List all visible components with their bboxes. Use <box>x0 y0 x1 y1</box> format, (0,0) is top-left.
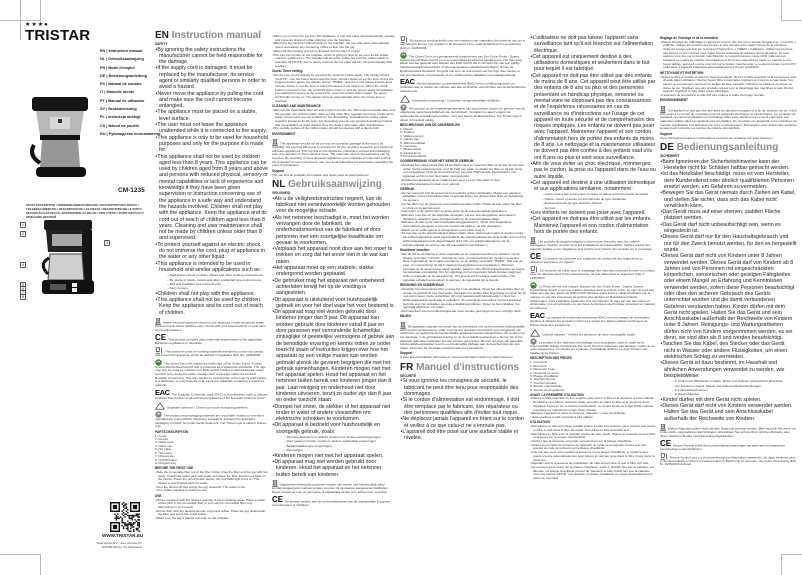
symbol-notice <box>530 338 656 356</box>
callout-number: 8 <box>22 295 24 299</box>
usage-sub-item: – In Bauernhäusern. <box>660 392 797 396</box>
subheading: Support <box>660 131 673 136</box>
support-text: U kunt alle beschikbare informatie en reserveonderdelen vinden op www.tristar.eu! <box>400 355 513 360</box>
language-item: RU | Руководство пользователя <box>100 131 161 136</box>
address-line: 5015 BM Tilburg | The Netherlands <box>101 545 142 549</box>
parts-list <box>155 435 268 466</box>
symbol-text: Le produit et les matériaux d'emballage sont recyclables, dans le cadre de la responsabilité élargie du fabricant. Par souci d'un bon traitement des déchets, mettez-le au rebut séparément, en suivant les symboles d'emballage illustrés. Le logo Triman n'est valable qu'en France. <box>530 339 655 356</box>
parts-list-item: 2. Funnel <box>155 437 168 442</box>
company-address <box>90 542 142 550</box>
instruction-bullet: • L'extérieur de la machine à café doit être nettoyé à l'aide d'un linge humide. <box>660 94 797 98</box>
usage-sub-item: – Bed and breakfast type environments. <box>155 282 268 286</box>
symbol-notice <box>272 496 395 508</box>
symbol-notice <box>400 36 526 50</box>
symbol-text: Het product en de verpakkingsmaterialen zijn recyclebaar, binnen de grenzen van de uitgebreide verantwoordelijkheid van de fabrikant. Verwijder het apart volgens de geïllustreerde verpakkingssymbolen, voor een betere afvalverwerking. Het Triman-logo is alleen in Frankrijk geldig. <box>400 106 526 122</box>
safety-bullet: • Beim Ignorieren der Sicherheitshinweise kann der Hersteller nicht für Schäden haftbar gemacht werden. <box>660 159 797 172</box>
crop-mark-bottom-left <box>0 554 41 575</box>
symbol-text: Le Point vert est une marque déposée de Der Grüne Punkt - Duales System Deutschland GmbH et est une marque déposée dans le monde entier. Le logo ne peut être utilisé que par des clients de DSD GmbH titulaires d'une licence valide d'utilisation de la marque ou par des entreprises de gestion des déchets en République fédérale d'Allemagne. Cela s'applique également à la reproduction du logo par des tiers dans un dictionnaire, une encyclopédie ou une base de données électronique contenant un matériel de référence. <box>530 283 655 311</box>
callout-number: 7 <box>22 291 24 295</box>
parts-list-item: 1. Couvercle <box>530 360 548 365</box>
subheading: VOORBEREIDING VOOR HET EERSTE GEBRUIK <box>400 159 474 164</box>
safety-bullet: • Als u de veiligheidsinstructies negeert, kan de fabrikant niet verantwoordelijk worden gehouden voor de mogelijke schade. <box>272 196 395 215</box>
symbol-notice <box>272 479 395 494</box>
symbol-text: Cet appareil ne doit pas être jeté avec les déchets ménagers à la fin de sa durée de vie, il doit être remis à un centre de recyclage pour les appareils électriques et électroniques. Ce symbole sur l'appareil, le manuel d'utilisation et l'emballage attire votre attention sur ce point important. Les matériaux utilisés dans cet appareil sont recyclables. En recyclant vos appareils, vous contribuez de manière significative à la protection de notre environnement. Renseignez-vous auprès des autorités locales pour connaître les centres de collecte des déchets. <box>660 107 797 131</box>
symbol-notice <box>530 253 656 265</box>
symbol-text: Waste electrical products should not be disposed of with household waste. Please recycle where facilities exist. Check with your local Authority or local store for recycling advice. <box>155 320 266 332</box>
symbol-text: The product and packaging materials are recyclable, subject to extended manufacturer responsibility. Dispose it separately, following the illustrated packaging symbols, for better waste treatment. The Triman logo is valid in France only. <box>155 413 267 429</box>
language-item: CS | Návod na použití <box>100 123 139 128</box>
parts-list-item: 3. Water tank <box>155 440 174 445</box>
safety-bullet: • Afin de vous éviter un choc électrique, n'immergez pas le cordon, la prise ou l'appareil dans de l'eau ou autre liquide. <box>530 161 656 180</box>
parts-list-item: 7. Minutes key <box>155 454 175 459</box>
safety-bullet: • Het apparaat moet op een stabiele, vlakke ondergrond worden geplaatst. <box>272 265 395 278</box>
support-text: Vous retrouverez toutes les informations et pièces de rechange sur www.tristar.eu ! <box>660 135 774 140</box>
instruction-bullet: • Une fois que vous avez replacé la verseuse sur la plaque chauffante, le système anti-goutte s'ouvre automatiquement pour laisser le café qui reste dans le filtre couler dans la verseuse. <box>530 451 656 462</box>
instruction-bullet: • When the jug has been placed back on the hotplate, the non drip valve automatically opens and allows any remaining coffee to flow into the jug. <box>272 42 395 49</box>
parts-list-item: 4. Glazen kan <box>400 137 420 142</box>
instruction-bullet: • The outside surface of the coffee maker should be cleaned with a damp cloth. <box>272 127 395 131</box>
section-title-text: Instruction manual <box>171 30 262 41</box>
safety-bullet: • Dit apparaat is bedoeld voor huishoudelijk en soortgelijk gebruik, zoals: <box>272 422 395 435</box>
instruction-bullet: • When you remove the jug from this appliance, a non-drip valve will automatically operate and prevents drops of coffee dripping onto the hotplate. <box>272 35 395 42</box>
callout-number: 1 <box>22 223 24 227</box>
symbol-notice <box>400 52 526 78</box>
symbol-notice <box>400 95 526 103</box>
usage-sub-item: – Coins cuisine des commerces, bureaux et autres environnements de travail. <box>530 192 656 196</box>
parts-list-item: 8. Aan/uit-knop <box>400 150 421 155</box>
usage-sub-item: – Fermes. <box>530 206 656 210</box>
symbol-notice <box>660 440 797 452</box>
column-fr-de <box>660 35 797 468</box>
section-title-text: Gebruiksaanwijzing <box>287 179 382 191</box>
subheading: VEILIGHEID <box>272 190 291 195</box>
eac-icon: EAC <box>155 387 170 397</box>
parts-list-item: 5. Plaque chauffante <box>530 373 559 378</box>
safety-bullet: • Kinder dürfen mit dem Gerät nicht spielen. <box>660 397 797 403</box>
instruction-bullet: • Controleer of de glazen kan op juiste wijze op de warmhoudplaat geplaatst is. <box>400 210 526 214</box>
safety-bullet: • Les enfants ne doivent pas jouer avec l'appareil. <box>530 210 656 216</box>
address-line: Tristar Europe B.V. | Jules Verneweg 87 <box>96 542 142 545</box>
subheading: UTILISATION <box>530 420 550 425</box>
language-item: PL | Instrukcja obsługi <box>100 115 141 120</box>
instruction-bullet: • De kan kan op de warmhoudplaat blijven staan. Deze plaat begint warm te worden zodra het koffiezetapparaat wordt ingeschakeld. De warmhoudplaat houdt de koffie warm tot het koffiezetapparaat wordt uitgeschakeld (LET OP: om veiligheidsredenen zal de warmhoudplaat na verloop van tijd automatisch uitschakelen.) <box>400 232 526 247</box>
safety-bullet: • Cet appareil est destiné à une utilisation domestique et aux applications similaires, notamment : <box>530 180 656 193</box>
callout-number: 3 <box>106 241 108 245</box>
subheading: Réglage de l'horloge et de la minuterie <box>660 35 719 40</box>
symbol-notice <box>530 266 656 280</box>
crop-mark-top-left-2 <box>0 0 21 40</box>
safety-bullet: • Dieses Gerät ist dazu bestimmt, im Haushalt und ähnlichen Anwendungen verwendet zu werden, wie beispielsweise: <box>660 360 797 379</box>
symbol-text: The Green Dot is the registered trademark of Der Grüne Punkt - Duales System Deutschland GmbH and is protected as a trademark worldwide. The logo may only be used by customers of DSD GmbH holding a valid trademark usage contract or by assigned waste management companies within the Federal Republic of Germany. This also applies to reproduction of the logo by third parties in a dictionary, or encyclopedia or an electronic database containing a reference material. <box>155 360 267 388</box>
safety-bullet: • Tauchen Sie das Kabel, den Stecker oder das Gerät nicht in Wasser oder andere Flüssigkeiten, um einen elektrischen Schlag zu vermeiden. <box>660 341 797 360</box>
parts-list-item: 7. Minutentoets <box>400 147 422 152</box>
instruction-bullet: • Quand vous retirez la verseuse de l'appareil un système anti-goutte évitera que des gouttes de café ne tombent sur la plaque chauffante. <box>530 444 656 451</box>
instruction-bullet: • Remove the detachable filter out and empty it into the bin. Rinse the removable filter and the jug after use with hot water. Remove the other filter regularly and rinse it with warm water. These parts are not suitable for the dishwasher. Descaling the coffee maker regularly increases its life span. For descaling you can use special descaling products that are available at retail. Always rinse the device with water after descalination. <box>272 109 395 128</box>
subheading: AVANT LA PREMIÈRE UTILISATION <box>530 392 584 397</box>
subheading: Support <box>400 351 413 356</box>
instruction-bullet: • Wacht tot de koffie geheel is doorgelopen en het filter leeg is. <box>400 229 526 233</box>
symbol-notice <box>155 389 268 401</box>
subheading: PARTS DESCRIPTION <box>155 429 189 434</box>
symbol-text: Het Euraziatische conformiteitsmerk (EAC) is een certificeringsmerk om producten aan te duiden die voldoen aan alle technische voorschriften van de Euraziatische douane-unie. <box>400 81 526 94</box>
instruction-bullet: • Make sure the jug is placed correctly on the hotplate. <box>155 517 268 521</box>
section-title-text: Manuel d'instructions <box>416 361 520 373</box>
symbol-notice <box>660 453 797 467</box>
parts-list-item: 1. Cover <box>155 433 167 438</box>
instruction-bullet: • Wanneer u de kan uit het apparaat verwijdert, zal een anti-druppelstop automatisch dichtgaan, waardoor geen druppels koffie op de warmhoudplaat vallen. <box>400 214 526 221</box>
section-title <box>400 362 526 373</box>
instruction-bullet: • Remplissez le réservoir d'eau potable propre à votre convenance. Vous pouvez soit mettre un filtre à café dans le filtre amovible, soit utiliser le filtre amovible seul. <box>530 425 656 432</box>
safety-bullet: • Dieses Gerät darf nicht von Kindern unter 8 Jahren verwendet werden. Dieses Gerät darf von Kindern ab 8 Jahren und von Personen mit eingeschränkten körperlichen, sensorischen oder geistigen Fähigkeiten oder einem Mangel an Erfahrung und Kenntnissen verwendet werden, sofern diese Personen beaufsichtigt oder über den sicheren Gebrauch des Geräts unterrichtet wurden und die damit verbundenen Gefahren verstanden haben. Kinder dürfen mit dem Gerät nicht spielen. Halten Sie das Gerät und sein Anschlusskabel außerhalb der Reichweite von Kindern unter 8 Jahren. Reinigungs- und Wartungsarbeiten dürfen nicht von Kindern vorgenommen werden, es sei denn, sie sind älter als 8 und werden beaufsichtigt. <box>660 253 797 341</box>
symbol-text: Ce produit est conforme aux exigences de conformité des règlements ou directives européens en vigueur. <box>530 256 643 265</box>
parts-list-item: 4. Verseuse en verre <box>530 370 559 375</box>
logo-wordmark: TRISTAR <box>25 27 91 44</box>
symbol-notice <box>155 359 268 388</box>
parts-list-item: 3. Réservoir d'eau <box>530 367 556 372</box>
symbol-text: This symbol is used for marking materials intended to come into contact with food in the European Union as defined in regulation (EC) No. 1935/2004. <box>155 348 264 357</box>
language-item: DE | Bedienungsanleitung <box>100 73 148 78</box>
instruction-bullet: • Your coffee machine is ready for use. <box>155 489 268 493</box>
symbol-notice <box>660 423 797 438</box>
instruction-bullet: • Verwijder het uitneembare filter uit de filterhouder en spoel het filter en de kan af met heet water. Vul het waterreservoir voor de helft met water en plaats het filter en de kan terug op het apparaat. Druk op de aan/uit-knop; het rode PWR-lampje gaat branden. Het apparaat wordt nu met heet water doorgespoeld. <box>400 164 526 179</box>
symbol-notice <box>155 411 268 429</box>
safety-bullet: • Als het netsnoer beschadigd is, moet het worden vervangen door de fabrikant, de onderhoudsmonteur van de fabrikant of door personen met een soortgelijke kwalificatie om gevaar te voorkomen. <box>272 215 395 246</box>
instruction-bullet: • Verwijder het uitneembare filter en leeg het in de afvalbak. Spoel het uitneembare filter en de kan na gebruik af met heet water. Verwijder het andere filter regelmatig en spoel het af met warm water. Deze onderdelen zijn niet vaatwasmachinebestendig. U dient het koffiezetapparaat regelmatig te ontkalken, dit verlengt de levensduur van het apparaat. Gebruik voor het ontkalken speciale ontkalkingsmiddelen. Spoel na het ontkalken het apparaat altijd door met water. <box>400 288 526 310</box>
symbol-notice <box>400 321 526 351</box>
instruction-bullet: • Set the time on the display by pressing the program button again. The display shows "CLOCK". Use the hours button and the timer minutes button to set the time. Press the program button again, the display shows "TIMER". Use the hours button and the timer minutes button to set the time in which the device must switch on. When the on/off button is pressed once, the red RUN light comes on and the device starts immediately. For starting the device at the preset time, press the power button again, the green AUTO light comes on. The device turns on automatically when the preset time is reached. <box>272 74 395 104</box>
support-text: You can find all available information and spare parts at www.tristar.eu! <box>272 172 369 177</box>
symbol-notice <box>400 78 526 93</box>
safety-bullet: • L'appareil doit être posé sur une surface stable et nivelée. <box>400 429 526 442</box>
qr-code[interactable] <box>110 502 140 532</box>
safety-bullet: • Ist das Netzkabel beschädigt, muss es vom Hersteller, dem Kundendienst oder ähnlich qualifizierten Personen ersetzt werden, um Gefahren zu vermeiden. <box>660 171 797 190</box>
safety-bullet: • Si le cordon d'alimentation est endommagé, il doit être remplacé par le fabricant, son réparateur ou des personnes qualifiées afin d'éviter tout risque. <box>400 397 526 416</box>
parts-list-item: 6. Urentoets <box>400 143 417 148</box>
safety-bullet: • If the supply cord is damaged, it must be replaced by the manufacturer, its service agent or similarly qualified persons in order to avoid a hazard. <box>155 65 268 90</box>
instruction-bullet: • Attendez que le processus de préparation du café soit terminé et que le filtre soit vide. <box>530 462 656 466</box>
instruction-bullet: • The can can remain on the hotplate, which is going to heat up as soon as the coffee maker is switched on. The hotplate will keep the coffee hot until the coffee maker is switched off (NOTE: due to safety reasons the hot plate will turn off automatically after a while). <box>272 54 395 69</box>
safety-bullet: • Kinderen mogen niet met het apparaat spelen. <box>272 453 395 459</box>
symbol-text: Separate collection ! Check your local municipal guidelines. <box>167 405 249 410</box>
parts-list-item: 5. Hot plate <box>155 447 171 452</box>
parts-diagram <box>20 218 110 308</box>
column-en <box>155 28 268 521</box>
ce-icon: CE <box>272 494 284 504</box>
symbol-text: Les produits électriques usagés ne doivent pas être jetés avec les ordures ménagères. Veuillez recycler là où les installations sont disponibles. Vérifiez auprès des autorités locales ou du magasin le plus proche pour obtenir des conseils sur le recyclage. <box>530 239 653 252</box>
tristar-logo <box>25 22 100 44</box>
subheading: NETTOYAGE ET ENTRETIEN <box>660 70 704 75</box>
logo-stars-icon: ★★★● <box>25 22 49 28</box>
language-item: EN | Instruction manual <box>100 49 143 53</box>
symbol-text: La marque de conformité eurasienne (EAC) est une marque de certification destinée à indiquer les produits conformes à toutes les réglementations techniques de l'Union douanière eurasienne. <box>530 315 650 327</box>
eac-icon: EAC <box>400 77 415 87</box>
safety-bullet: • Dompel het snoer, de stekker of het apparaat niet onder in water of andere vloeistoffen om elektrische schokken te voorkomen. <box>272 404 395 423</box>
instruction-bullet: • La verseuse peut rester sur la plaque chauffante. Celle-ci chauffe dès que la cafetière est allumée. La plaque chauffante permet de maintenir le café chaud tant que la cafetière n'est pas éteinte (NOTE : par sécurité, la plaque chauffante se coupe automatiquement après un moment). <box>530 466 656 481</box>
safety-bullet: • The appliance must be placed on a stable, level surface. <box>155 109 268 122</box>
symbol-text: This product complies with conformity requirements of the applicable European regulations or directives. <box>155 337 263 345</box>
safety-bullet: • The user must not leave the appliance unattended while it is connected to the supply. <box>155 122 268 135</box>
parts-list <box>400 128 526 159</box>
instruction-bullet: • Turn the device off and empty the jug. Attention! The water is hot. <box>155 486 268 490</box>
subheading: BESCHRIJVING VAN DE ONDERDELEN <box>400 122 460 127</box>
callout-number: 4 <box>22 263 24 267</box>
triangle-icon <box>155 402 165 410</box>
subheading: BEFORE THE FIRST USE <box>155 465 194 470</box>
language-item: IT | Manuale utente <box>100 90 135 95</box>
parts-description-header: PARTS DESCRIPTION / ONDERDELENBESCHRIJVING / DESCRIPTION DES PIÈCES / TEILEBESCHREIBUNG / DESCRIPCIÓN DE LAS PIEZAS / DESCRIZIONE DELLE PARTI / DESCRIÇÃO DAS PEÇAS / BESKRIVNING AV DELAR / OPIS CZĘŚCI / POPIS SOUČÁSTÍ / ОПИСАНИЕ ДЕТАЛЕЙ <box>26 203 145 219</box>
symbol-notice <box>530 329 656 337</box>
column-en-nl <box>272 35 395 509</box>
safety-bullet: • Si vous ignorez les consignes de sécurité, le fabricant ne peut être tenu pour responsable des dommages. <box>400 378 526 397</box>
safety-bullet: • Bewegen Sie das Gerät niemals durch Ziehen am Kabel, und stellen Sie sicher, dass sich das Kabel nicht verwickeln kann. <box>660 190 797 209</box>
instruction-bullet: • Take the removable filter out of the filter holder rinse the filter and the jug with hot water. Half fill the water tank with water and place the filter and the jug back on the device. Press the on/off button button; the red PWR light turns on. The device is now flushed with hot water. <box>155 471 268 486</box>
subheading: ENVIRONNEMENT <box>660 98 688 103</box>
safety-bullet: • Das Gerät muss auf einer ebenen, stabilen Fläche platziert werden. <box>660 209 797 222</box>
symbol-text: This appliance should not be put into the domestic garbage at the end of its durability, but must be offered at a central point for the recycling of electric and electronic domestic appliances. This symbol on the appliance, instruction manual and packaging puts your attention to this important issue. The materials used in this appliance can be recycled. By recycling of used domestic appliances you contribute an important push to the protection of our environment. Ask your local authorities for information regarding the point of recollection. <box>272 141 394 168</box>
instruction-bullet: • Schakel het apparaat uit en maak de kan leeg. Let op! Het water is heet. <box>400 179 526 183</box>
language-item: NL | Gebruiksaanwijzing <box>100 57 144 62</box>
parts-list-item: 8. Bouton marche/arrêt <box>530 384 562 389</box>
safety-bullet: • Children shall not play with the appliance. <box>155 291 268 297</box>
symbol-text: Afgedankte elektrische producten mogen niet samen met huishoudelijk afval worden weggegooid. Gelieve te laten recyclen bij de daartoe aangewezen faciliteiten. Neem contact op met uw gemeente of plaatselijke winkel voor advies over recycling. <box>272 482 389 494</box>
symbol-notice <box>155 334 268 346</box>
subheading: REINIGING EN ONDERHOUD <box>400 283 444 288</box>
safety-bullet: • Dieses Gerät darf nicht von Kindern verwendet werden. Halten Sie das Gerät und sein Anschlusskabel außerhalb der Reichweite von Kindern. <box>660 403 797 422</box>
parts-list-item: 4. Glass can <box>155 443 173 448</box>
usage-sub-item: – Boerderijen. <box>272 448 395 452</box>
safety-bullet: • Never move the appliance by pulling the cord and make sure the cord cannot become entangled. <box>155 91 268 110</box>
instruction-bullet: • Votre machine à café est prête à être utilisée. <box>530 416 656 420</box>
instruction-bullet: • Sortez le filtre amovible et videz-le dans la poubelle. Rincez le filtre amovible et la verseuse à l'eau chaude après utilisation. Retirez l'autre filtre à intervalles réguliers et rincez-le à l'eau tiède. Ces pièces ne conviennent pas pour un lavage au lave-vaisselle. Détartrer la cafetière prolonge sa durée de vie. N'utilisez que des produits prévus pour le détartrage des machines à café. Rincez toujours l'appareil à l'eau claire après détartrage. <box>660 76 797 95</box>
language-item: PT | Manual de utilizador <box>100 98 145 103</box>
safety-bullet: • This appliance is intended to be used in household and similar applications such as: <box>155 261 268 274</box>
instruction-bullet: • Stel de tijd op de display in door nogmaals op de programmeerknop te drukken. Op de display verschijnt "CLOCK". Gebruik de uren- en minutenknop om de tijd in te stellen. Druk nogmaals op de programmeerknop, op de display verschijnt "TIMER". Stel met de uren- en minutenknop de tijd in waarop het apparaat moet inschakelen. Wanneer eenmaal op de aan/uit-knop wordt gedrukt, gaat het rode RUN-lampje branden en begint het apparaat onmiddellijk. Om het apparaat op het ingestelde tijdstip te laten beginnen, drukt u nogmaals op de aan/uit-knop. Het groene AUTO-lampje gaat branden. Het apparaat schakelt automatisch in wanneer de ingestelde tijd is bereikt. <box>400 253 526 283</box>
safety-bullet: • To protect yourself against an electric shock, do not immerse the cord, plug or appliance in the water or any other liquid. <box>155 242 268 261</box>
language-code: NL <box>272 179 286 191</box>
usage-sub-item: – Personeelskeukens in winkels, kantoren en andere werkomgevingen. <box>272 435 395 439</box>
parts-list-item: 1. Deksel <box>400 126 413 131</box>
safety-bullet: • L'utilisateur ne doit pas laisser l'appareil sans surveillance tant qu'il est branché sur l'alimentation électrique. <box>530 35 656 54</box>
instruction-bullet: • Éteignez l'appareil et videz le réservoir. Attention ! L'eau est brûlante. <box>530 412 656 416</box>
model-number: CM-1235 <box>118 187 145 194</box>
safety-bullet: • By ignoring the safety instructions the manufacturer cannot be held responsible for the damage. <box>155 47 268 66</box>
parts-list-item: 2. Trechter <box>400 130 415 135</box>
section-title <box>155 30 268 41</box>
coffee-maker-diagram <box>36 218 98 302</box>
usage-sub-item: – Staff kitchen areas in shops, offices and other working environments. <box>155 273 268 277</box>
ce-icon: CE <box>530 252 542 262</box>
safety-bullet: • Cet appareil ne doit pas être utilisé par des enfants de moins de 8 ans. Cet appareil peut être utilisé par des enfants de 8 ans ou plus et des personnes présentant un handicap physique, sensoriel ou mental voire ne disposant pas des connaissances et de l'expérience nécessaires en cas de surveillance ou d'instructions sur l'usage de cet appareil en toute sécurité et de compréhension des risques impliqués. Les enfants ne doivent pas jouer avec l'appareil. Maintenez l'appareil et son cordon d'alimentation hors de portée des enfants de moins de 8 ans. Le nettoyage et la maintenance utilisateur ne doivent pas être confiés à des enfants sauf s'ils ont 8 ans ou plus et sont sous surveillance. <box>530 73 656 161</box>
usage-sub-item: – Hôtels, motels et autres environnements de type résidentiel. <box>530 197 656 201</box>
instruction-bullet: • Vérifiez que la verseuse est posée correctement sur la plaque chauffante. <box>530 440 656 444</box>
instruction-bullet: • Fill the reservoir with the desired quantity of clean drinking water. Place a paper coffee filter in the removable filter or just use the removable filter only, depending on your needs. <box>155 499 268 510</box>
usage-sub-item: – Door gasten in hotels, motels en andere residentiële omgevingen. <box>272 439 395 443</box>
safety-bullet: • Dieses Gerät darf nur für den Haushaltsgebrauch und nur für den Zweck benutzt werden, für den es hergestellt wurde. <box>660 234 797 253</box>
subheading: USE <box>155 493 162 498</box>
safety-bullet: • This appliance is only to be used for household purposes and only for the purpose it is made for. <box>155 135 268 154</box>
symbol-text: Elektro-Altgeräte sollten nicht mit dem Hausmüll entsorgt werden. Bitte recyceln Sie diese nur in den dafür vorgesehenen Einrichtungen. Erkundigen Sie sich bei Ihrer örtlichen Behörde oder Ihrem örtlichen Händler nach Recyclingmöglichkeiten. <box>660 426 797 438</box>
subheading: SAFETY <box>155 41 168 46</box>
language-item: ES | Manual de usuario <box>100 82 142 87</box>
subheading: Support <box>272 168 285 173</box>
parts-list-item: 9. Program key <box>155 460 176 465</box>
subheading: SÉCURITÉ <box>400 373 417 378</box>
language-item: FR | Mode d'emploi <box>100 65 135 70</box>
safety-bullet: • Dit apparaat mag niet worden gebruikt door kinderen jonger dan 8 jaar. Dit apparaat kan worden gebruikt door kinderen vanaf 8 jaar en door personen met verminderde lichamelijke, zintuiglijke of geestelijke vermogens of gebrek aan de benodigde ervaring en kennis indien ze onder toezicht staan of instructies krijgen over hoe het apparaat op een veilige manier kan worden gebruikt alsook de gevaren begrijpen die met het gebruik samenhangen. Kinderen mogen niet met het apparaat spelen. Houd het apparaat en het netsnoer buiten bereik van kinderen jonger dan 8 jaar. Laat reiniging en onderhoud niet door kinderen uitvoeren, tenzij ze ouder zijn dan 8 jaar en onder toezicht staan. <box>272 309 395 403</box>
usage-sub-item: – Environnements de type chambre d'hôtes. <box>530 201 656 205</box>
instruction-bullet: • Remplissez le filtre avec la quantité voulue de café moulu. Placez la verseuse sous le filtre et appuyez sur le bouton marche/arrêt. <box>530 433 656 440</box>
symbol-text: The Eurasian Conformity mark (EAC) is a certification mark to indicate products that conform to all technical regulations of the Eurasian Customs Union. <box>155 392 268 400</box>
section-title <box>272 179 395 190</box>
subheading: Clock/ Timer setting <box>272 68 303 73</box>
symbol-notice <box>660 105 797 132</box>
ce-icon: CE <box>155 332 167 342</box>
symbol-text: Ce symbole est utilisé pour le marquage des matériaux destinés à entrer en contact avec les aliments dans l'Union Européenne, tel que défini dans le règlement (CE) n° 1935/2004. <box>530 268 655 280</box>
subheading: MILIEU <box>400 314 411 319</box>
safety-bullet: • This appliance shall not be used by children. Keep the appliance and its cord out of reach of children. <box>155 297 268 316</box>
instruction-bullet: • Wait until the brewing process is finished and the filter is empty. <box>272 50 395 54</box>
triangle-icon <box>400 95 410 103</box>
symbol-notice <box>155 402 268 410</box>
symbol-text: Dieses Symbol wird zur Kennzeichnung von Materialien verwendet, die dazu bestimmt sind, in der Europäischen Union mit Lebensmitteln in Berührung zu kommen, wie in der Verordnung (EG) Nr. 1935/2004 definiert. <box>660 454 797 467</box>
safety-bullet: • Cet appareil ne doit pas être utilisé par les enfants. Maintenez l'appareil et son cordon d'alimentation hors de portée des enfants. <box>530 216 656 235</box>
safety-bullet: • Ne déplacez jamais l'appareil en tirant sur le cordon et veillez à ce que celui-ci ne s'enroule pas. <box>400 416 526 429</box>
safety-bullet: • Dit apparaat is uitsluitend voor huishoudelijk gebruik en voor het doel waar het voor bestemd is. <box>272 297 395 310</box>
safety-bullet: • Cet appareil est uniquement destiné à des utilisations domestiques et seulement dans le but pour lequel il est fabriqué. <box>530 54 656 73</box>
language-list <box>100 47 160 138</box>
usage-sub-item: – In Küchen für Mitarbeiter in Läden, Büros und anderen gewerblichen Bereichen. <box>660 379 797 383</box>
subheading: ENVIRONMENT <box>272 131 296 136</box>
symbol-text: Dit apparaat mag aan het einde van de levensduur niet bij het normale huishoudelijke afval worden gedeponeerd, maar moet bij een speciaal inzamelpunt voor hergebruik van elektrische en elektronische huishoudelijke apparaten worden aangeboden. Dit symbool op het apparaat, in de gebruiksaanwijzing en op de verpakking attendeert u hierop. De in het apparaat gebruikte materialen kunnen worden gerecycled. Met het recyclen van gebruikte huishoudelijke apparaten levert u een belangrijke bijdrage aan de bescherming van ons milieu. Informeer bij uw lokale overheid naar het inzamelpunt. <box>400 323 525 351</box>
ce-icon: CE <box>660 438 672 448</box>
callout-number: 6 <box>22 287 24 291</box>
parts-list-item: 9. Programmatoets <box>400 154 427 159</box>
instruction-bullet: • Wanneer de kan op de warmhoudplaat teruggeplaatst is, zal de anti-druppelstop automatisch opengaan en kan de resterende koffie in de kan doorlopen. <box>400 221 526 228</box>
safety-bullet: • Das Gerät darf nicht unbeaufsichtigt sein, wenn es eingesteckt ist. <box>660 222 797 235</box>
symbol-text: Collecte séparée ! Vérifiez les directives de votre municipalité locale. <box>542 331 636 336</box>
symbol-notice <box>155 317 268 332</box>
parts-list <box>530 361 656 392</box>
parts-list-item: 3. Waterreservoir <box>400 133 424 138</box>
parts-list-item: 8. On/Off button <box>155 457 177 462</box>
instruction-bullet: • Retirez le filtre amovible de son support, puis rincez le filtre et la verseuse à l'eau chaude. Remplissez à moitié le réservoir d'eau, remettez en place le filtre et la verseuse dans l'appareil. Appuyez sur le bouton marche/arrêt ; le voyant lumineux rouge PWR s'allume. L'appareil est maintenant rempli d'eau chaude. <box>530 397 656 412</box>
subheading: GEBRUIK <box>400 186 415 191</box>
symbol-notice <box>272 138 395 168</box>
symbol-notice <box>400 104 526 122</box>
parts-list-item: 6. Hours key <box>155 450 173 455</box>
instruction-bullet: • Réglez l'horloge de l'affichage en appuyant encore une fois sur le bouton Programme. « CLOCK » s'affiche. Utilisez les boutons des heures et des minutes pour régler l'heure de la minuterie. Appuyez encore une fois sur le bouton Programme, « TIMER » s'affichera. Utilisez les boutons des heures et des minutes pour régler l'heure à laquelle la cafetière devra démarrer. Si vous appuyez une fois sur le bouton marche/arrêt, le voyant lumineux rouge RUN s'allumera et l'appareil se mettra en marche immédiatement. Pour que l'appareil se mette en marche à une heure définie, appuyez encore une fois sur le bouton marche/arrêt, le voyant lumineux vert AUTO s'allumera. L'appareil s'allumera automatiquement à l'heure prédéfinie. <box>660 41 797 71</box>
symbol-text: Dit product voldoet aan de conformiteitseisen van de toepasselijke Europese verordeningen of richtlijnen. <box>272 498 391 507</box>
website-link[interactable]: WWW.TRISTAR.EU <box>102 533 144 538</box>
parts-list-item: 9. Touche de programme <box>530 387 565 392</box>
coffee-maker-photo <box>28 95 92 180</box>
symbol-notice <box>530 312 656 327</box>
safety-bullet: • Dit apparaat mag niet worden gebruikt door kinderen. Houd het apparaat en het netsnoer buiten bereik van kinderen. <box>272 459 395 478</box>
triangle-icon <box>530 329 540 337</box>
language-code: EN <box>155 30 169 41</box>
callout-number: 2 <box>22 232 24 236</box>
callout-number: 5 <box>22 283 24 287</box>
instruction-bullet: • Fill the filter with the desired amount of ground coffee. Place the jug underneath the filter and press the on/off button. <box>155 510 268 517</box>
symbol-text: Gescheiden inzameling ! Controleer uw gemeentelijke richtlijnen. <box>412 98 501 103</box>
crop-mark-top-right <box>781 0 802 21</box>
usage-sub-item: – Von Kunden in Hotels, Motels und anderen Wohneinrichtungen. <box>660 384 797 388</box>
subheading: DESCRIPTION DES PIÈCES <box>530 356 572 361</box>
usage-sub-item: – In Frühstückspensionen. <box>660 388 797 392</box>
symbol-text: Dieses Produkt erfüllt die Konformitätsanforderungen der geltenden europäischen Verordnungen oder Richtlinien. <box>660 443 786 451</box>
instruction-bullet: • Vul het reservoir met de gewenste hoeveelheid schoon drinkwater. Plaats een papieren koffiefilter in het uitneembare filter of gebruik alleen het uitneembare filter, al naargelang uw wensen. <box>400 192 526 203</box>
parts-list-item: 5. Warmhoudplaat <box>400 140 426 145</box>
safety-bullet: • De gebruiker mag het apparaat niet onbeheerd achterlaten terwijl het op de voeding is aangesloten. <box>272 278 395 297</box>
language-code: DE <box>660 142 674 154</box>
language-item: SV | Bruksanvisning <box>100 107 137 112</box>
language-code: FR <box>400 361 414 373</box>
section-title <box>660 142 797 153</box>
column-fr <box>530 35 656 481</box>
section-title-text: Bedienungsanleitung <box>676 142 779 154</box>
symbol-notice <box>155 347 268 358</box>
instruction-bullet: • De buitenkant van het koffiezetapparaat moet worden gereinigd met een vochtige doek. <box>400 310 526 314</box>
symbol-text: Dit symbool wordt gebruikt voor het markeren van materialen die bestemd zijn om in aanraking te komen met voedsel in de Europese Unie, zoals gedefinieerd in verordening (EG) nr. 1935/2004. <box>400 38 526 50</box>
usage-sub-item: – Farm houses. <box>155 286 268 290</box>
symbol-notice <box>530 236 656 251</box>
parts-list-item: 7. Touches minutes <box>530 380 557 385</box>
safety-bullet: • This appliance shall not be used by children aged less than 8 years. This appliance can be used by children aged from 8 years and above and persons with reduced physical, sensory or mental capabilities or lack of experience and knowledge if they have been given supervision or instruction concerning use of the appliance in a safe way and understand the hazards involved. Children shall not play with the appliance. Keep the appliance and its cord out of reach of children aged less than 8 years. Cleaning and user maintenance shall not be made by children unless older than 8 and supervised. <box>155 154 268 242</box>
symbol-text: The Green Dot is het geregistreerde handelsmerk van Der Grüne Punkt - Duales System Deutschland GmbH en is een wereldwijd beschermd handelsmerk. Het logo mag alleen worden gebruikt door klanten van DSD GmbH die in het bezit zijn van een geldig handelsmerkgebruikscontract of door aangewezen afvalbeheerbedrijven binnen de Bondsrepubliek Duitsland. Dit geldt ook voor de reproductie van het logo door derden in een woordenboek, encyclopedie of een elektronische database met naslagmateriaal. <box>400 54 522 77</box>
column-nl-fr <box>400 35 526 441</box>
subheading: SICHERHEIT <box>660 153 680 158</box>
safety-bullet: • Verplaats het apparaat nooit door aan het snoer te trekken en zorg dat het snoer niet in de war kan raken. <box>272 246 395 265</box>
symbol-notice <box>530 282 656 311</box>
parts-list-item: 6. Touches heures <box>530 377 556 382</box>
crop-mark-bottom-right <box>781 554 802 575</box>
usage-sub-item: – By clients in hotels, motels and other residential type environments. <box>155 278 268 282</box>
instruction-bullet: • Uw koffiezetapparaat is klaar voor gebruik. <box>400 183 526 187</box>
subheading: Klok/timer instellen <box>400 247 430 252</box>
subheading: CLEANING AND MAINTENANCE <box>272 104 321 109</box>
usage-sub-item: – Bed&breakfast-type omgevingen. <box>272 444 395 448</box>
parts-list-item: 2. Entonnoir <box>530 363 547 368</box>
eac-icon: EAC <box>530 310 545 320</box>
instruction-bullet: • Vul het filter met de gewenste hoeveelheid gemalen koffie. Plaats de kan onder het filter en druk op de aan/uit-knop. <box>400 203 526 210</box>
